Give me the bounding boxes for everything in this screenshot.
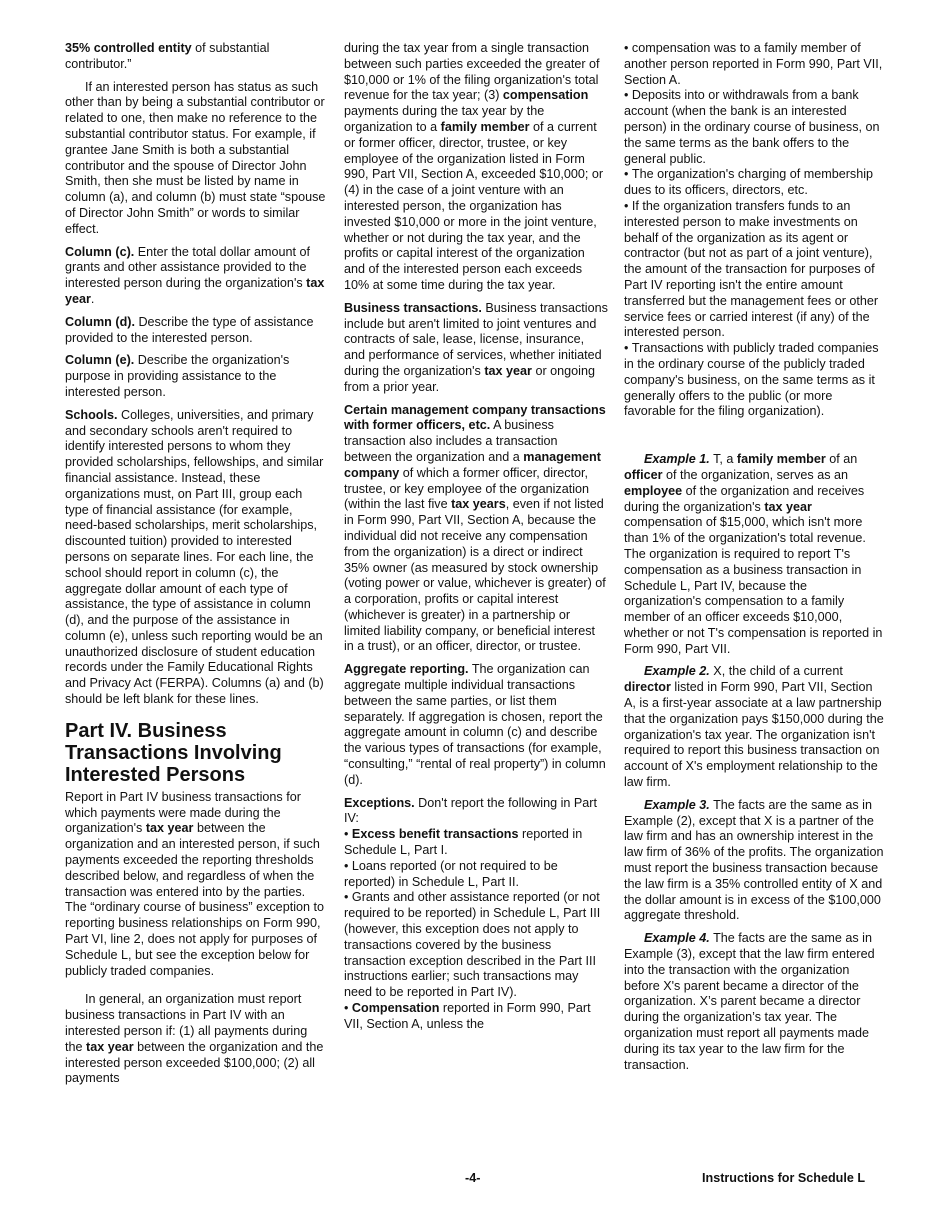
paragraph-column-e: Column (e). Describe the organization's purpose in providing assistance to the interested person. [65,353,290,399]
paragraph-example-3: Example 3. The facts are the same as in Example (2), except that X is a partner of the law firm and has an ownership interest in the law firm of 36% of the profits. The organization must report the business transaction because the law firm is a 35% controlled entity of X and the dollar amount is in excess of the $100,000 aggregate threshold. [624,797,884,923]
column-3 [624,41,886,1080]
bullet-grants: • Grants and other assistance reported (or not required to be reported) in Schedule L, Part III (however, this exception does not apply to transactions covered by the business transaction exception described in the Part III instructions earlier; such transactions may need to be reported in Part IV). [344,890,608,1001]
paragraph-exceptions: Exceptions. Don't report the following in Part IV: [344,795,597,826]
bullet-excess-benefit: • Excess benefit transactions reported in Schedule L, Part I. [344,827,608,859]
bullet-compensation: • Compensation reported in Form 990, Part VII, Section A, unless the [344,1001,608,1033]
paragraph-example-1: Example 1. T, a family member of an officer of the organization, serves as an employee of the organization and receives during the organization's tax year compensation of $15,000, which isn't more than 1% of the organization's total revenue. The organization is required to report T's compensation as a business transaction in Schedule L, Part IV, because the organization's compensation to a family member of an officer exceeds $10,000, whether or not T's compensation is reported in Form 990, Part VII. [624,452,883,656]
paragraph-schools: Schools. Colleges, universities, and primary and secondary schools aren't required to identify interested persons to whom they provided scholarships, fellowships, and similar financial assistance. Instead, these organizations must, on Part III, group each type of financial assistance (for example, need-based scholarships, merit scholarships, discounted tuition) provided to interested persons on separate lines. For each line, the school should report in column (c), the aggregate dollar amount of each type of assistance, the type of assistance in column (d), and the purpose of the assistance in column (e), unless such reporting would be an unauthorized disclosure of student education records under the Family Educational Rights and Privacy Act (FERPA). Columns (a) and (b) should be left blank for these lines. [65,407,324,707]
bullet-loans: • Loans reported (or not required to be reported) in Schedule L, Part II. [344,859,608,891]
paragraph-business-transactions: Business transactions. Business transactions include but aren't limited to joint ventures and contracts of sale, lease, license, insurance, and performance of services, whether initiated during the organization's tax year or ongoing from a prior year. [344,300,608,394]
bullet-publicly-traded: • Transactions with publicly traded companies in the ordinary course of the publicly traded company's business, on the same terms as it generally offers to the public (or more favorable for the filing organization). [624,341,886,420]
bullet-membership-dues: • The organization's charging of membership dues to its officers, directors, etc. [624,167,886,199]
paragraph-management-company: Certain management company transactions with former officers, etc. A business transaction also includes a transaction between the organization and a management company of which a former officer, director, trustee, or key employee of the organization (within the last five tax years, even if not listed in Form 990, Part VII, Section A, because the individual did not receive any compensation from the organization) is a direct or indirect 35% owner (as measured by stock ownership (voting power or value, whichever is greater) of a corporation, profits or capital interest (whichever is greater) in a partnership or limited liability company, or beneficial interest in a trust), or an officer, director, or trustee. [344,402,606,654]
footer-document-title: Instructions for Schedule L [702,1171,866,1185]
paragraph-example-2: Example 2. X, the child of a current director listed in Form 990, Part VII, Section A, is a first-year associate at a law partnership that the organization pays $150,000 during the organization's tax year. The organization isn't required to report this business transaction on account of X's employment relationship to the law firm. [624,664,884,790]
column-1 [65,41,327,1094]
section-heading-part-iv: Part IV. Business Transactions Involving Interested Persons [65,719,282,786]
paragraph-thresholds-continued: during the tax year from a single transaction between such parties exceeded the greater of $10,000 or 1% of the filing organization's total revenue for the tax year; (3) compensation payments during the tax year by the organization to a family member of a current or former officer, director, trustee, or key employee of the organization listed in Form 990, Part VII, Section A, exceeded $10,000; or (4) in the case of a joint venture with an interested person, the organization has invested $10,000 or more in the joint venture, whether or not during the tax year, and the profits or capital interest of the organization and of the interested person each exceeds 10% at some time during the tax year. [344,41,604,292]
paragraph-interested-person-status: If an interested person has status as such other than by being a substantial contributor or related to one, then make no reference to the substantial contributor status. For example, if grantee Jane Smith is both a substantial contributor and the spouse of Director John Smith, then she must be listed by name in column (a), and column (b) must state “spouse of Director John Smith” or words to similar effect. [65,79,326,236]
paragraph-aggregate-reporting: Aggregate reporting. The organization can aggregate multiple individual transactions between the same parties, or list them separately. If aggregation is chosen, report the aggregate amount in column (c) and describe the various types of transactions (for example, “consulting,” “rental of real property”) in column (d). [344,662,606,787]
paragraph-column-d: Column (d). Describe the type of assistance provided to the interested person. [65,314,314,345]
bullet-deposits: • Deposits into or withdrawals from a bank account (when the bank is an interested person) in the ordinary course of business, on the same terms as the bank offers to the general public. [624,88,886,167]
paragraph-report-part-iv: Report in Part IV business transactions for which payments were made during the organization's tax year between the organization and an interested person, if such payments exceeded the reporting thresholds described below, and regardless of when the transaction was entered into by the parties. The “ordinary course of business” exception to reporting business relationships on Form 990, Part VI, line 2, does not apply for purposes of Schedule L, but see the exception below for publicly traded companies. [65,789,325,978]
paragraph-column-c: Column (c). Enter the total dollar amount of grants and other assistance provided to the interested person during the organization's tax year. [65,244,325,306]
page-number: -4- [465,1171,481,1185]
bullet-fund-transfers: • If the organization transfers funds to an interested person to make investments on behalf of the organization as its agent or contractor (but not as part of a joint venture), the amount of the transaction for purposes of Part IV reporting isn't the entire amount transferred but the management fees or other service fees or carried interest (if any) of the interested person. [624,199,886,341]
paragraph-in-general: In general, an organization must report business transactions in Part IV with an interested person if: (1) all payments during the tax year between the organization and the interested person exceeded $100,000; (2) all payments [65,992,324,1086]
column-2 [344,41,608,1033]
paragraph-35-controlled: 35% controlled entity of substantial contributor.” [65,41,270,71]
paragraph-compensation-continued: • compensation was to a family member of another person reported in Form 990, Part VII, Section A. [624,41,886,88]
paragraph-example-4: Example 4. The facts are the same as in Example (3), except that the law firm entered into the transaction with the organization before X's parent became a director of the organization. X’s parent became a director during the organization’s tax year. The organization must report all payments made during its tax year to the law firm for the transaction. [624,931,875,1072]
